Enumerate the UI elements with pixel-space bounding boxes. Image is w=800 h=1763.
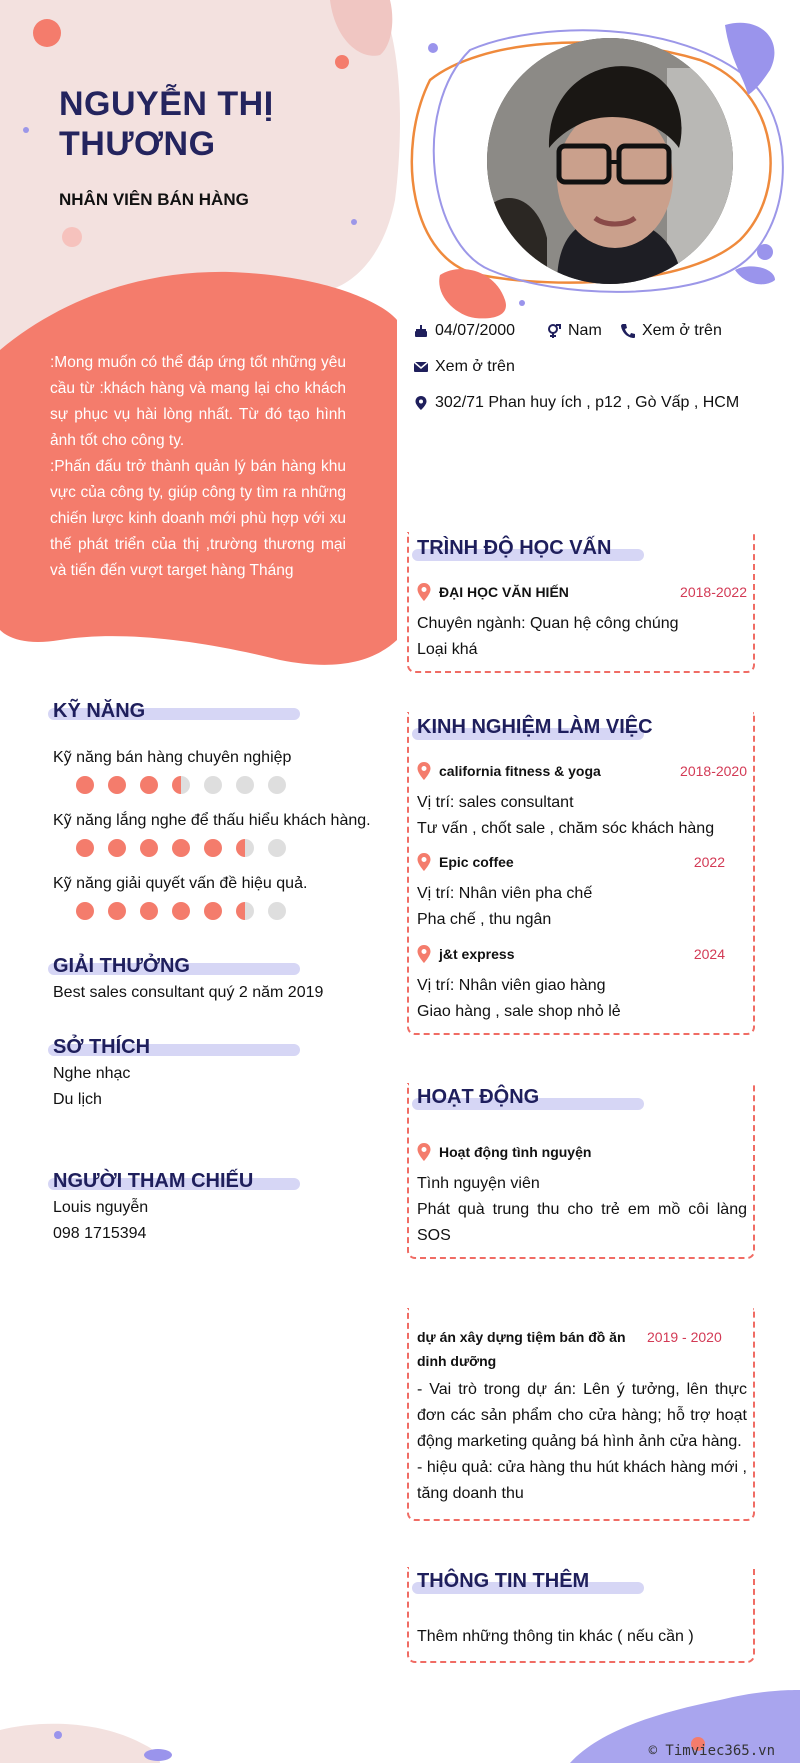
email [413, 358, 515, 376]
activities-title: HOẠT ĐỘNG [417, 1086, 540, 1108]
skill-rating-dot [236, 839, 254, 857]
skill-rating-dot [204, 839, 222, 857]
extra-info-title: THÔNG TIN THÊM [417, 1570, 590, 1592]
references-title: NGƯỜI THAM CHIẾU [53, 1170, 254, 1192]
experience-entry [417, 762, 747, 780]
phone-value: Xem ở trên [642, 322, 722, 339]
skill-rating-dot [108, 776, 126, 794]
pin-icon [417, 1143, 431, 1161]
experience-description: Giao hàng , sale shop nhỏ lẻ [417, 1003, 621, 1020]
skill-rating [76, 839, 286, 857]
phone [620, 322, 722, 340]
project-name: dự án xây dựng tiệm bán đồ ăn dinh dưỡng [417, 1329, 626, 1369]
deco-dot [428, 43, 438, 53]
candidate-name: NGUYỄN THỊ THƯƠNG [59, 85, 274, 163]
skill-rating-dot [172, 776, 190, 794]
company-name: Epic coffee [439, 854, 514, 870]
birthday-value: 04/07/2000 [435, 322, 516, 339]
address-value: 302/71 Phan huy ích , p12 , Gò Vấp , HCM [435, 394, 740, 411]
skill-label: Kỹ năng giải quyết vấn đề hiệu quả. [53, 875, 308, 892]
experience-years: 2018-2020 [680, 763, 747, 779]
deco-dot [757, 244, 773, 260]
portrait-illustration [487, 38, 733, 284]
deco-dot [23, 127, 29, 133]
awards-title: GIẢI THƯỞNG [53, 955, 190, 977]
deco-dot [519, 300, 525, 306]
company-name: california fitness & yoga [439, 763, 601, 779]
skill-rating [76, 902, 286, 920]
skill-rating-dot [140, 839, 158, 857]
education-grade: Loại khá [417, 641, 478, 658]
experience-years: 2024 [693, 946, 725, 962]
bottom-left-dot [144, 1749, 172, 1761]
phone-icon [620, 323, 636, 339]
deco-dot [335, 55, 349, 69]
skill-rating-dot [268, 776, 286, 794]
skill-rating-dot [236, 776, 254, 794]
pin-icon [417, 945, 431, 963]
reference-name: Louis nguyễn [53, 1199, 149, 1216]
violet-drop [725, 23, 774, 95]
objective-paragraph: :Mong muốn có thể đáp ứng tốt những yêu cầu từ :khách hàng và mang lại cho khách sự phục vụ hài lòng nhất. Từ đó tạo hình ảnh tốt cho công ty. [50, 354, 346, 449]
gender [546, 322, 602, 340]
experience-position: Vị trí: Nhân viên pha chế [417, 885, 593, 902]
experience-description: Tư vấn , chốt sale , chăm sóc khách hàng [417, 820, 715, 837]
skill-rating-dot [140, 776, 158, 794]
skill-rating-dot [140, 902, 158, 920]
skill-rating-dot [172, 839, 190, 857]
address [413, 394, 739, 412]
birthday [413, 322, 515, 340]
objective-paragraph: :Phấn đấu trở thành quản lý bán hàng khu vực của công ty, giúp công ty tìm ra những chiến lược kinh doanh mới phù hợp với xu thế phát triển của thị ,trường thương mại và tiến đến vượt target hàng Tháng [50, 458, 346, 579]
violet-crescent [735, 266, 775, 284]
email-value: Xem ở trên [435, 358, 515, 375]
gender-value: Nam [568, 322, 602, 339]
career-objective [50, 350, 346, 584]
deco-dot [54, 1731, 62, 1739]
hobby-item: Du lịch [53, 1091, 102, 1108]
activity-role: Tình nguyện viên [417, 1175, 540, 1192]
skill-rating-dot [268, 839, 286, 857]
deco-dot [62, 227, 82, 247]
experience-position: Vị trí: Nhân viên giao hàng [417, 977, 606, 994]
cake-icon [413, 323, 429, 339]
education-entry [417, 583, 747, 601]
experience-entry [417, 945, 747, 963]
skill-rating-dot [76, 902, 94, 920]
hobbies-title: SỞ THÍCH [53, 1036, 151, 1058]
school-name: ĐẠI HỌC VĂN HIẾN [439, 584, 569, 600]
reference-phone: 098 1715394 [53, 1225, 147, 1242]
job-title: NHÂN VIÊN BÁN HÀNG [59, 190, 249, 209]
experience-description: Pha chế , thu ngân [417, 911, 552, 928]
skill-rating-dot [204, 902, 222, 920]
activity-description: Phát quà trung thu cho trẻ em mồ côi làng SOS [417, 1201, 747, 1244]
pin-icon [417, 853, 431, 871]
skill-rating-dot [108, 902, 126, 920]
deco-dot [33, 19, 61, 47]
skill-rating-dot [108, 839, 126, 857]
experience-title: KINH NGHIỆM LÀM VIỆC [417, 716, 653, 738]
project-entry [417, 1325, 747, 1373]
company-name: j&t express [439, 946, 515, 962]
mail-icon [413, 359, 429, 375]
project-role: - Vai trò trong dự án: Lên ý tưởng, lên thực đơn các sản phẩm cho cửa hàng; hỗ trợ hoạt động marketing quảng bá hình ảnh cửa hàng. [417, 1381, 747, 1450]
education-major: Chuyên ngành: Quan hệ công chúng [417, 615, 679, 632]
skill-rating-dot [204, 776, 222, 794]
pin-icon [417, 583, 431, 601]
pin-icon [417, 762, 431, 780]
skill-rating-dot [172, 902, 190, 920]
skill-label: Kỹ năng lắng nghe để thấu hiểu khách hàng. [53, 812, 371, 829]
activity-org: Hoạt động tình nguyện [439, 1144, 592, 1160]
experience-years: 2022 [693, 854, 725, 870]
skill-rating [76, 776, 286, 794]
skill-rating-dot [268, 902, 286, 920]
location-icon [413, 395, 429, 411]
education-years: 2018-2022 [680, 584, 747, 600]
project-years: 2019 - 2020 [647, 1329, 722, 1345]
gender-icon [546, 323, 562, 339]
skill-rating-dot [76, 776, 94, 794]
skill-label: Kỹ năng bán hàng chuyên nghiệp [53, 749, 292, 766]
project-result: - hiệu quả: cửa hàng thu hút khách hàng mới , tăng doanh thu [417, 1459, 747, 1502]
bottom-left-blob [0, 1724, 160, 1763]
education-title: TRÌNH ĐỘ HỌC VẤN [417, 537, 612, 559]
activity-entry [417, 1143, 747, 1161]
hobby-item: Nghe nhạc [53, 1065, 131, 1082]
profile-photo [487, 38, 733, 284]
extra-info-text: Thêm những thông tin khác ( nếu cần ) [417, 1628, 694, 1645]
deco-dot [351, 219, 357, 225]
skills-title: KỸ NĂNG [53, 700, 146, 722]
skill-rating-dot [236, 902, 254, 920]
skill-rating-dot [76, 839, 94, 857]
experience-position: Vị trí: sales consultant [417, 794, 574, 811]
watermark-footer: © Timviec365.vn [648, 1743, 775, 1759]
experience-entry [417, 853, 747, 871]
award-text: Best sales consultant quý 2 năm 2019 [53, 984, 324, 1001]
